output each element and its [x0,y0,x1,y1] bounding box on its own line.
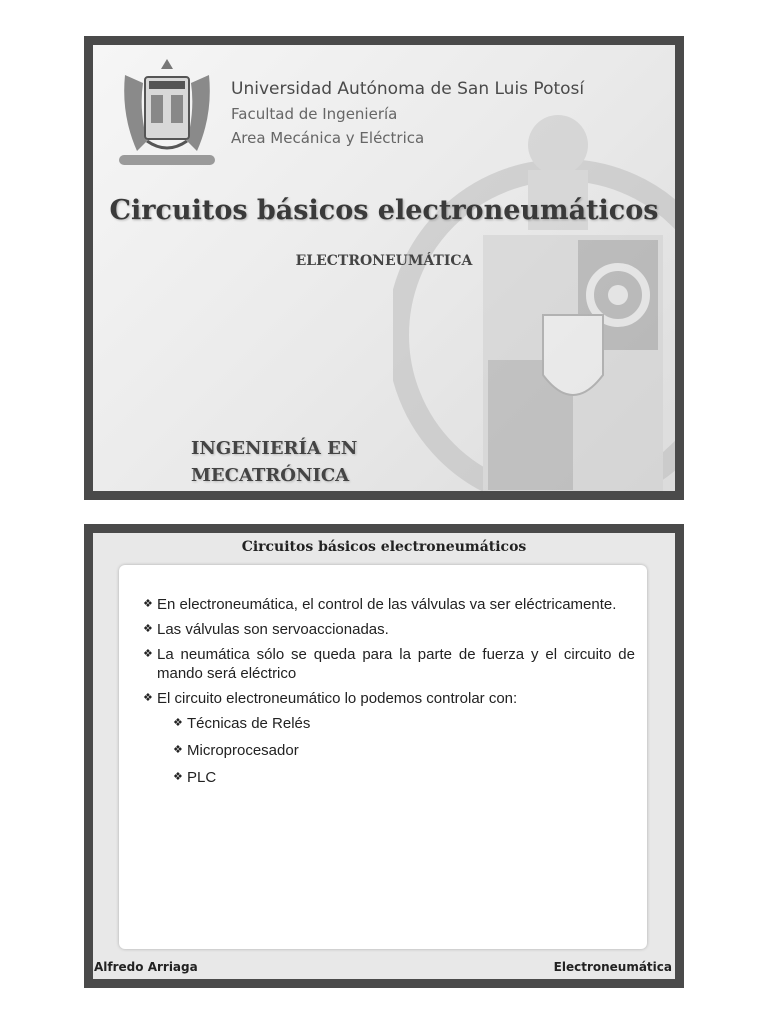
bullet-text: La neumática sólo se queda para la parte de fuerza y el circuito de mando será eléctrico [157,646,635,682]
bullet-item [143,595,635,614]
bullet-item [143,689,635,708]
sub-bullet-text: PLC [187,769,217,786]
author-footer: Alfredo Arriaga [94,960,198,974]
diamond-bullet-icon: ❖ [173,744,183,756]
diamond-bullet-icon: ❖ [173,771,183,783]
content-box [119,565,647,949]
bullet-item [143,620,635,639]
bullet-text: Las válvulas son servoaccionadas. [157,621,389,638]
university-coat-of-arms-watermark [393,115,675,491]
diamond-bullet-icon: ❖ [143,692,153,704]
career-line-2: MECATRÓNICA [191,465,350,486]
diamond-bullet-icon: ❖ [143,598,153,610]
faculty-name: Facultad de Ingeniería [231,105,398,123]
presentation-subtitle: ELECTRONEUMÁTICA [295,253,473,269]
career-name [191,435,357,489]
sub-bullet-item [173,741,635,760]
diamond-bullet-icon: ❖ [143,623,153,635]
university-seal-logo [117,55,217,173]
sub-bullet-text: Técnicas de Relés [187,715,311,732]
topic-footer: Electroneumática [553,960,672,974]
area-name: Area Mecánica y Eléctrica [231,129,425,147]
diamond-bullet-icon: ❖ [173,717,183,729]
presentation-title: Circuitos básicos electroneumáticos [109,195,659,226]
sub-bullet-item [173,714,635,733]
title-slide-background [93,45,675,491]
slide-title: Circuitos básicos electroneumáticos [241,539,527,555]
bullet-text: En electroneumática, el control de las válvulas va ser eléctricamente. [157,596,617,613]
bullet-text: El circuito electroneumático lo podemos controlar con: [157,690,518,707]
sub-bullet-item [173,768,635,787]
bullet-item [143,645,635,683]
title-slide [84,36,684,500]
content-slide [84,524,684,988]
content-slide-background [93,533,675,958]
career-line-1: INGENIERÍA EN [191,438,358,459]
university-name: Universidad Autónoma de San Luis Potosí [231,79,585,99]
sub-bullet-text: Microprocesador [187,742,299,759]
bullet-list [143,595,635,795]
diamond-bullet-icon: ❖ [143,648,153,660]
